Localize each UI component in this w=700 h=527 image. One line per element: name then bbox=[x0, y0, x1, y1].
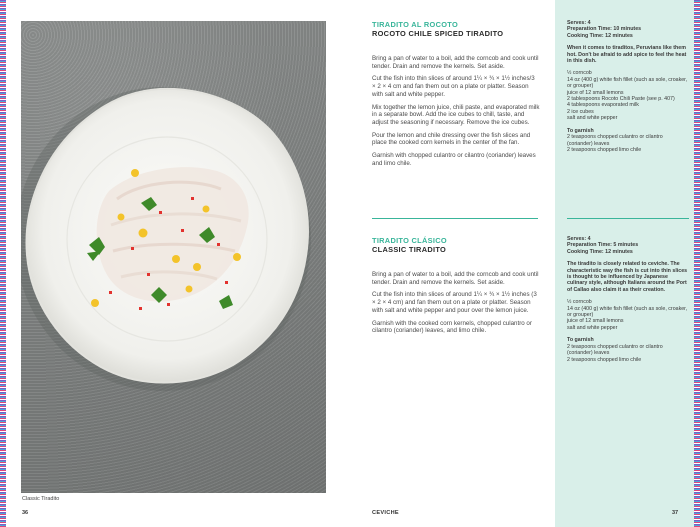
method-step: Mix together the lemon juice, chili paste, and evaporated milk in a separate bowl. Add the ice cubes to chill, taste, and adjust the seasoning if necessary. Remove the ice cubes. bbox=[372, 103, 540, 126]
ingredient: ½ corncob bbox=[567, 299, 592, 306]
garnish-list bbox=[567, 128, 689, 154]
ingredient: salt and white pepper bbox=[567, 115, 618, 122]
ingredient: 2 ice cubes bbox=[567, 108, 594, 115]
ingredient: 2 teaspoons chopped culantro or cilantro (coriander) leaves bbox=[567, 134, 663, 147]
ingredient: 4 tablespoons evaporated milk bbox=[567, 102, 639, 109]
method-step: Garnish with the cooked corn kernels, chopped culantro or cilantro (coriander) leaves, and limo chile. bbox=[372, 319, 532, 335]
ingredient-list bbox=[567, 70, 689, 121]
ingredient: juice of 12 small lemons bbox=[567, 318, 624, 325]
ingredient: 14 oz (400 g) white fish fillet (such as sole, croaker, or grouper) bbox=[567, 76, 688, 90]
page-edge-stripe bbox=[694, 0, 700, 527]
method-step: Garnish with chopped culantro or cilantro (coriander) leaves and limo chile. bbox=[372, 152, 536, 167]
serves: Serves: 4 bbox=[567, 236, 591, 242]
ingredient: salt and white pepper bbox=[567, 324, 618, 331]
recipe-clasico bbox=[372, 236, 540, 340]
tiradito-plate-illustration bbox=[21, 21, 326, 493]
ingredient: juice of 12 small lemons bbox=[567, 89, 624, 96]
ingredient: 2 tablespoons Rocoto Chili Paste (see p. 407) bbox=[567, 96, 675, 103]
recipe-subtitle: ROCOTO CHILE SPICED TIRADITO bbox=[372, 29, 504, 38]
method-step: Cut the fish into thin slices of around 1¼ × ¾ × 1½ inches/3 × 2 × 4 cm and fan them out on a plate or platter. Season with salt and white pepper. bbox=[372, 75, 535, 98]
recipe-rocoto-details bbox=[567, 20, 689, 159]
page-edge-stripe bbox=[0, 0, 6, 527]
serves: Serves: 4 bbox=[567, 20, 591, 26]
section-footer: CEVICHE bbox=[372, 510, 399, 516]
section-divider bbox=[567, 218, 689, 219]
cook-time: Cooking Time: 12 minutes bbox=[567, 32, 633, 39]
page-number-right: 37 bbox=[672, 510, 679, 516]
method-step: Cut the fish into thin slices of around 1¼ × ¾ × 1½ inches (3 × 2 × 4 cm) and fan them out on a plate or platter. Season with salt and white pepper and pour over the lemon juice. bbox=[372, 291, 537, 314]
garnish-list bbox=[567, 337, 689, 363]
recipe-intro: The tiradito is closely related to ceviche. The characteristic way the fish is cut into thin slices is thought to be influenced by Japanese culinary style, although Italians around the Port of Callao also claim it as their creation. bbox=[567, 261, 688, 293]
left-page bbox=[0, 0, 348, 527]
recipe-clasico-details bbox=[567, 236, 689, 369]
recipe-rocoto bbox=[372, 20, 540, 172]
prep-time: Preparation Time: 5 minutes bbox=[567, 242, 639, 249]
ingredient: 2 teaspoons chopped limo chile bbox=[567, 146, 642, 153]
recipe-intro: When it comes to tiraditos, Peruvians like them hot. Don't be afraid to add spice to feel the heat in this dish. bbox=[567, 45, 687, 65]
prep-time: Preparation Time: 10 minutes bbox=[567, 26, 642, 33]
garnish-heading: To garnish bbox=[567, 337, 594, 344]
ingredient: 2 teaspoons chopped culantro or cilantro (coriander) leaves bbox=[567, 343, 663, 357]
method-step: Pour the lemon and chile dressing over the fish slices and place the cooked corn kernels in the center of the fan. bbox=[372, 131, 531, 147]
ingredient-list bbox=[567, 299, 689, 331]
ingredient: 2 teaspoons chopped limo chile bbox=[567, 356, 642, 363]
garnish-heading: To garnish bbox=[567, 127, 594, 134]
dish-photo bbox=[21, 21, 326, 493]
section-divider bbox=[372, 218, 538, 219]
recipe-title: TIRADITO AL ROCOTO bbox=[372, 20, 459, 29]
ingredient: 14 oz (400 g) white fish fillet (such as sole, croaker, or grouper) bbox=[567, 305, 688, 319]
method-step: Bring a pan of water to a boil, add the corncob and cook until tender. Drain and remove the kernels. Set aside. bbox=[372, 271, 539, 286]
recipe-subtitle: CLASSIC TIRADITO bbox=[372, 245, 447, 254]
cook-time: Cooking Time: 12 minutes bbox=[567, 248, 633, 255]
recipe-title: TIRADITO CLÁSICO bbox=[372, 236, 447, 245]
photo-caption: Classic Tiradito bbox=[22, 496, 60, 502]
method-step: Bring a pan of water to a boil, add the corncob and cook until tender. Drain and remove the kernels. Set aside. bbox=[372, 55, 539, 70]
ingredient: ½ corncob bbox=[567, 70, 592, 77]
page-number-left: 36 bbox=[22, 510, 29, 516]
